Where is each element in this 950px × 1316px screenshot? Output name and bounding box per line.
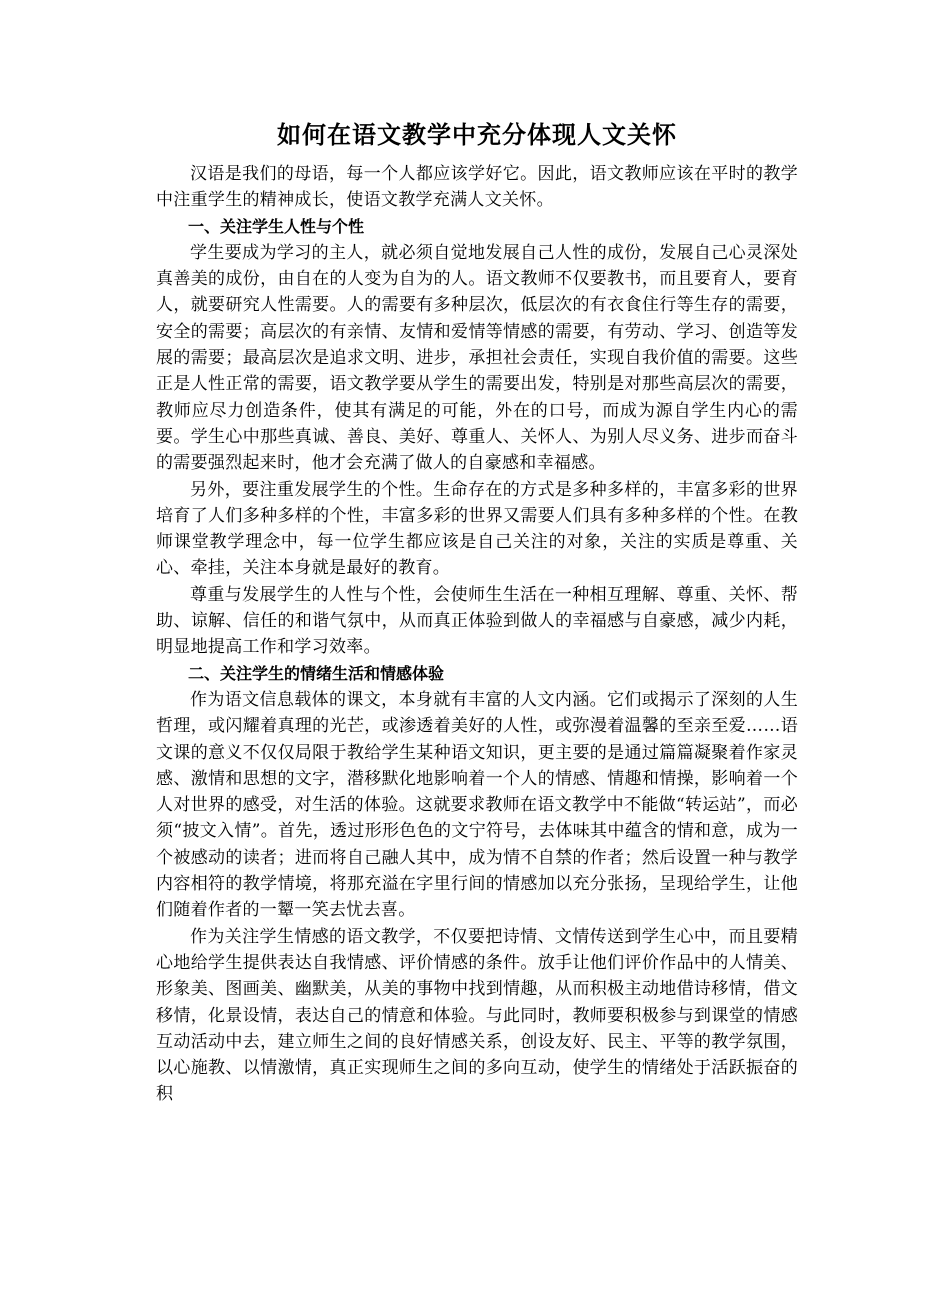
section2-paragraph: 作为关注学生情感的语文教学，不仅要把诗情、文情传送到学生心中，而且要精心地给学生提供表达自我情感、评价情感的条件。放手让他们评价作品中的人情美、形象美、图画美、幽默美，从美的事物中找到情趣，从而积极主动地借诗移情，借文移情，化景设情，表达自己的情意和体验。与此同时，教师要积极参与到课堂的情感互动活动中去，建立师生之间的良好情感关系，创设友好、民主、平等的教学氛围，以心施教、以情激情，真正实现师生之间的多向互动，使学生的情绪处于活跃振奋的积: [156, 926, 798, 1105]
section-heading-1: 一、关注学生人性与个性: [188, 216, 365, 236]
section-heading-2: 二、关注学生的情绪生活和情感体验: [188, 663, 445, 683]
document-title: 如何在语文教学中充分体现人文关怀: [277, 121, 677, 149]
section1-paragraph: 学生要成为学习的主人，就必须自觉地发展自己人性的成份，发展自己心灵深处真善美的成份，由自在的人变为自为的人。语文教师不仅要教书，而且要育人，要育人，就要研究人性需要。人的需要有多种层次，低层次的有衣食住行等生存的需要，安全的需要；高层次的有亲情、友情和爱情等情感的需要，有劳动、学习、创造等发展的需要；最高层次是追求文明、进步，承担社会责任，实现自我价值的需要。这些正是人性正常的需要，语文教学要从学生的需要出发，特别是对那些高层次的需要，教师应尽力创造条件，使其有满足的可能，外在的口号，而成为源自学生内心的需要。学生心中那些真诚、善良、美好、尊重人、关怀人、为别人尽义务、进步而奋斗的需要强烈起来时，他才会充满了做人的自豪感和幸福感。: [156, 242, 798, 474]
section1-paragraph: 尊重与发展学生的人性与个性，会使师生生活在一种相互理解、尊重、关怀、帮助、谅解、信任的和谐气氛中，从而真正体验到做人的幸福感与自豪感，减少内耗，明显地提高工作和学习效率。: [156, 584, 798, 658]
intro-paragraph: 汉语是我们的母语，每一个人都应该学好它。因此，语文教师应该在平时的教学中注重学生的精神成长，使语文教学充满人文关怀。: [156, 164, 798, 211]
section2-paragraph: 作为语文信息载体的课文，本身就有丰富的人文内涵。它们或揭示了深刻的人生哲理，或闪耀着真理的光芒，或渗透着美好的人性，或弥漫着温馨的至亲至爱……语文课的意义不仅仅局限于教给学生某种语文知识，更主要的是通过篇篇凝聚着作家灵感、激情和思想的文字，潜移默化地影响着一个人的情感、情趣和情操，影响着一个人对世界的感受，对生活的体验。这就要求教师在语文教学中不能做“转运站”，而必须“披文入情”。首先，透过形形色色的文宁符号，去体味其中蕴含的情和意，成为一个被感动的读者；进而将自己融人其中，成为情不自禁的作者；然后设置一种与教学内容相符的教学情境，将那充溢在字里行间的情感加以充分张扬，呈现给学生，让他们随着作者的一颦一笑去忧去喜。: [156, 689, 798, 921]
section1-paragraph: 另外，要注重发展学生的个性。生命存在的方式是多种多样的，丰富多彩的世界培育了人们多种多样的个性，丰富多彩的世界又需要人们具有多种多样的个性。在教师课堂教学理念中，每一位学生都应该是自己关注的对象，关注的实质是尊重、关心、牵挂，关注本身就是最好的教育。: [156, 479, 798, 579]
document-page: [156, 115, 798, 1108]
